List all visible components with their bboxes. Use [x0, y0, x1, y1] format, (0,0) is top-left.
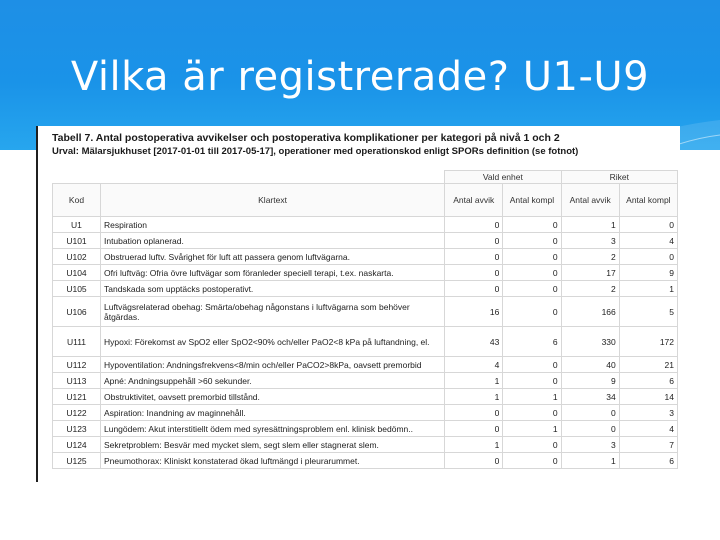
- value-cell: 16: [445, 297, 503, 327]
- complications-table: [52, 170, 678, 469]
- empty-header-cell: [53, 171, 101, 184]
- text-cell: Tandskada som upptäcks postoperativt.: [100, 281, 444, 297]
- value-cell: 6: [619, 373, 677, 389]
- text-cell: Obstruktivitet, oavsett premorbid tillstånd.: [100, 389, 444, 405]
- value-cell: 1: [561, 453, 619, 469]
- text-cell: Hypoxi: Förekomst av SpO2 eller SpO2<90% och/eller PaO2<8 kPa på luftandning, el.: [100, 327, 444, 357]
- value-cell: 172: [619, 327, 677, 357]
- column-header: Antal avvik: [561, 184, 619, 217]
- group-header-nation: Riket: [561, 171, 677, 184]
- value-cell: 0: [445, 249, 503, 265]
- table-row: [53, 453, 678, 469]
- text-cell: Pneumothorax: Kliniskt konstaterad ökad luftmängd i pleurarummet.: [100, 453, 444, 469]
- value-cell: 6: [619, 453, 677, 469]
- code-cell: U105: [53, 281, 101, 297]
- value-cell: 17: [561, 265, 619, 281]
- column-header: Kod: [53, 184, 101, 217]
- table-row: [53, 405, 678, 421]
- value-cell: 166: [561, 297, 619, 327]
- value-cell: 0: [445, 453, 503, 469]
- value-cell: 4: [619, 233, 677, 249]
- value-cell: 0: [619, 217, 677, 233]
- value-cell: 0: [503, 453, 561, 469]
- text-cell: Obstruerad luftv. Svårighet för luft att passera genom luftvägarna.: [100, 249, 444, 265]
- value-cell: 0: [503, 373, 561, 389]
- table-title: Tabell 7. Antal postoperativa avvikelser och postoperativa komplikationer per kategori på nivå 1 och 2: [52, 132, 560, 144]
- code-cell: U104: [53, 265, 101, 281]
- code-cell: U112: [53, 357, 101, 373]
- value-cell: 2: [561, 249, 619, 265]
- value-cell: 0: [503, 297, 561, 327]
- value-cell: 0: [445, 405, 503, 421]
- value-cell: 0: [445, 217, 503, 233]
- empty-header-cell: [100, 171, 444, 184]
- value-cell: 6: [503, 327, 561, 357]
- text-cell: Ofri luftväg: Ofria övre luftvägar som föranleder speciell terapi, t.ex. naskarta.: [100, 265, 444, 281]
- table-row: [53, 327, 678, 357]
- code-cell: U1: [53, 217, 101, 233]
- table-subtitle: Urval: Mälarsjukhuset [2017-01-01 till 2017-05-17], operationer med operationskod enligt SPORs definition (se fotnot): [52, 146, 579, 157]
- value-cell: 0: [561, 405, 619, 421]
- value-cell: 0: [503, 249, 561, 265]
- text-cell: Respiration: [100, 217, 444, 233]
- code-cell: U121: [53, 389, 101, 405]
- value-cell: 40: [561, 357, 619, 373]
- table-row: [53, 389, 678, 405]
- text-cell: Sekretproblem: Besvär med mycket slem, segt slem eller stagnerat slem.: [100, 437, 444, 453]
- value-cell: 0: [445, 265, 503, 281]
- slide-title: Vilka är registrerade? U1-U9: [70, 54, 650, 100]
- table-row: [53, 297, 678, 327]
- value-cell: 4: [445, 357, 503, 373]
- value-cell: 0: [503, 281, 561, 297]
- code-cell: U124: [53, 437, 101, 453]
- value-cell: 0: [503, 357, 561, 373]
- value-cell: 1: [445, 437, 503, 453]
- value-cell: 9: [561, 373, 619, 389]
- value-cell: 0: [503, 217, 561, 233]
- value-cell: 4: [619, 421, 677, 437]
- code-cell: U113: [53, 373, 101, 389]
- value-cell: 0: [445, 233, 503, 249]
- code-cell: U101: [53, 233, 101, 249]
- table-row: [53, 265, 678, 281]
- value-cell: 9: [619, 265, 677, 281]
- code-cell: U102: [53, 249, 101, 265]
- value-cell: 0: [503, 265, 561, 281]
- table-row: [53, 373, 678, 389]
- code-cell: U123: [53, 421, 101, 437]
- table-left-border: [36, 126, 38, 482]
- value-cell: 0: [561, 421, 619, 437]
- value-cell: 3: [561, 233, 619, 249]
- table-row: [53, 437, 678, 453]
- column-header: Antal kompl: [619, 184, 677, 217]
- code-cell: U111: [53, 327, 101, 357]
- value-cell: 330: [561, 327, 619, 357]
- value-cell: 1: [619, 281, 677, 297]
- value-cell: 1: [503, 389, 561, 405]
- table-row: [53, 421, 678, 437]
- value-cell: 1: [503, 421, 561, 437]
- text-cell: Lungödem: Akut interstitiellt ödem med syresättningsproblem enl. klinisk bedömn..: [100, 421, 444, 437]
- value-cell: 5: [619, 297, 677, 327]
- group-header-unit: Vald enhet: [445, 171, 561, 184]
- text-cell: Intubation oplanerad.: [100, 233, 444, 249]
- column-header: Antal avvik: [445, 184, 503, 217]
- value-cell: 34: [561, 389, 619, 405]
- text-cell: Luftvägsrelaterad obehag: Smärta/obehag någonstans i luftvägarna som behöver åtgärdas.: [100, 297, 444, 327]
- value-cell: 21: [619, 357, 677, 373]
- value-cell: 0: [503, 437, 561, 453]
- value-cell: 0: [445, 421, 503, 437]
- value-cell: 7: [619, 437, 677, 453]
- value-cell: 1: [561, 217, 619, 233]
- value-cell: 2: [561, 281, 619, 297]
- value-cell: 0: [445, 281, 503, 297]
- table-row: [53, 217, 678, 233]
- table-row: [53, 249, 678, 265]
- value-cell: 3: [619, 405, 677, 421]
- text-cell: Apné: Andningsuppehåll >60 sekunder.: [100, 373, 444, 389]
- table-row: [53, 281, 678, 297]
- table-row: [53, 357, 678, 373]
- column-header: Klartext: [100, 184, 444, 217]
- text-cell: Hypoventilation: Andningsfrekvens<8/min och/eller PaCO2>8kPa, oavsett premorbid: [100, 357, 444, 373]
- code-cell: U125: [53, 453, 101, 469]
- value-cell: 43: [445, 327, 503, 357]
- value-cell: 0: [503, 405, 561, 421]
- value-cell: 3: [561, 437, 619, 453]
- value-cell: 0: [503, 233, 561, 249]
- value-cell: 1: [445, 373, 503, 389]
- code-cell: U106: [53, 297, 101, 327]
- column-header: Antal kompl: [503, 184, 561, 217]
- value-cell: 1: [445, 389, 503, 405]
- text-cell: Aspiration: Inandning av maginnehåll.: [100, 405, 444, 421]
- table-screenshot: [36, 126, 680, 482]
- value-cell: 0: [619, 249, 677, 265]
- code-cell: U122: [53, 405, 101, 421]
- value-cell: 14: [619, 389, 677, 405]
- table-row: [53, 233, 678, 249]
